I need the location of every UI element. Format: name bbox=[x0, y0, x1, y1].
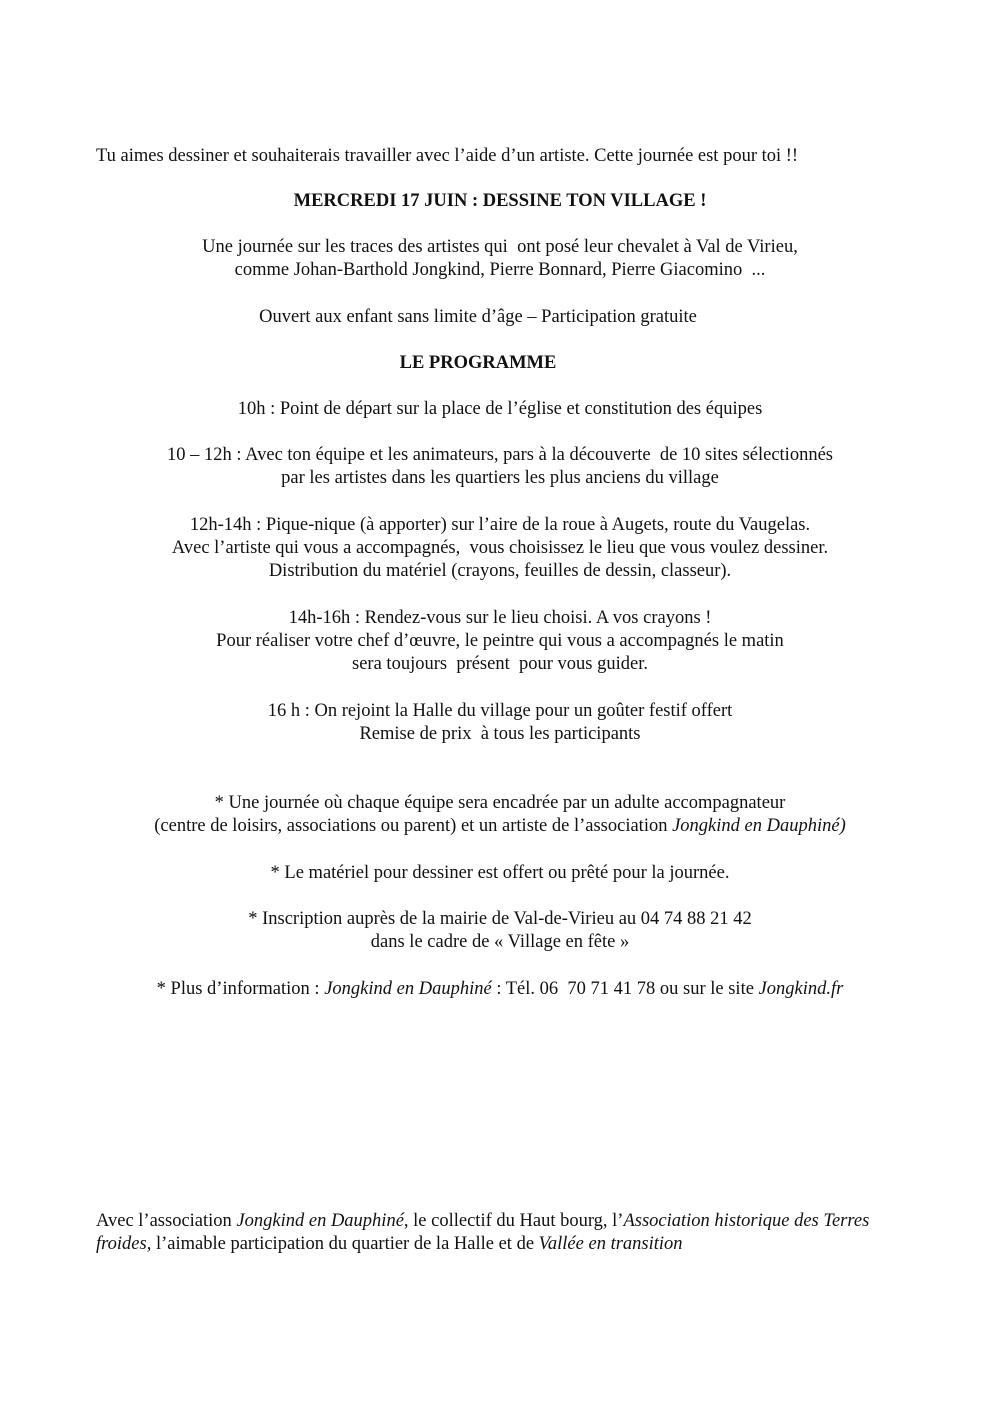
program-item bbox=[0, 700, 1000, 746]
credits-part: Avec l’association bbox=[96, 1211, 237, 1231]
note-text: : Tél. 06 70 71 41 78 ou sur le site bbox=[491, 979, 759, 999]
credits-association: Association historique des Terres froides, bbox=[96, 1211, 870, 1254]
program-item bbox=[0, 514, 1000, 583]
program-line: Distribution du matériel (crayons, feuilles de dessin, classeur). bbox=[268, 561, 732, 581]
audience-text: Ouvert aux enfant sans limite d’âge – Participation gratuite bbox=[259, 307, 697, 327]
note-line: * Une journée où chaque équipe sera encadrée par un adulte accompagnateur bbox=[214, 793, 786, 813]
program-line: 14h-16h : Rendez-vous sur le lieu choisi. A vos crayons ! bbox=[288, 608, 712, 628]
program-line: 16 h : On rejoint la Halle du village pour un goûter festif offert bbox=[267, 701, 733, 721]
program-line: 12h-14h : Pique-nique (à apporter) sur l’aire de la roue à Augets, route du Vaugelas. bbox=[189, 515, 811, 535]
note-line: * Inscription auprès de la mairie de Val-de-Virieu au 04 74 88 21 42 bbox=[248, 909, 752, 929]
description-line: comme Johan-Barthold Jongkind, Pierre Bonnard, Pierre Giacomino ... bbox=[234, 260, 766, 280]
note-materials: * Le matériel pour dessiner est offert ou prêté pour la journée. bbox=[270, 863, 730, 883]
association-name: Jongkind en Dauphiné) bbox=[672, 816, 846, 836]
program-item bbox=[0, 607, 1000, 676]
program-item bbox=[0, 398, 1000, 421]
program-line: Pour réaliser votre chef d’œuvre, le peintre qui vous a accompagnés le matin bbox=[216, 631, 784, 651]
program-title: LE PROGRAMME bbox=[399, 353, 557, 373]
association-name: Jongkind en Dauphiné bbox=[324, 979, 492, 999]
event-title: MERCREDI 17 JUIN : DESSINE TON VILLAGE ! bbox=[293, 191, 707, 211]
credits-association: Vallée en transition bbox=[538, 1234, 683, 1254]
note-registration bbox=[0, 908, 1000, 954]
note-text: (centre de loisirs, associations ou parent) et un artiste de l’association bbox=[154, 816, 673, 836]
program-item bbox=[0, 444, 1000, 490]
event-description bbox=[0, 236, 1000, 282]
program-line: Remise de prix à tous les participants bbox=[359, 724, 641, 744]
program-line: 10h : Point de départ sur la place de l’église et constitution des équipes bbox=[237, 399, 763, 419]
description-line: Une journée sur les traces des artistes qui ont posé leur chevalet à Val de Virieu, bbox=[202, 237, 798, 257]
note-line: dans le cadre de « Village en fête » bbox=[370, 932, 630, 952]
credits-text bbox=[96, 1210, 896, 1256]
note-text: * Plus d’information : bbox=[156, 979, 325, 999]
credits-part: l’aimable participation du quartier de la Halle et de bbox=[151, 1234, 539, 1254]
note-information bbox=[0, 978, 1000, 1001]
program-line: par les artistes dans les quartiers les plus anciens du village bbox=[281, 468, 719, 488]
program-line: Avec l’artiste qui vous a accompagnés, vous choisissez le lieu que vous voulez dessiner. bbox=[171, 538, 829, 558]
credits-part: , le collectif du Haut bourg, l’ bbox=[403, 1211, 624, 1231]
intro-text: Tu aimes dessiner et souhaiterais travailler avec l’aide d’un artiste. Cette journée est pour toi !! bbox=[96, 146, 799, 166]
program-line: sera toujours présent pour vous guider. bbox=[352, 654, 648, 674]
program-line: 10 – 12h : Avec ton équipe et les animateurs, pars à la découverte de 10 sites sélectionnés bbox=[167, 445, 833, 465]
note-line bbox=[0, 815, 1000, 838]
credits-association: Jongkind en Dauphiné bbox=[236, 1211, 404, 1231]
website-name: Jongkind.fr bbox=[758, 979, 844, 999]
note-supervision bbox=[0, 792, 1000, 838]
